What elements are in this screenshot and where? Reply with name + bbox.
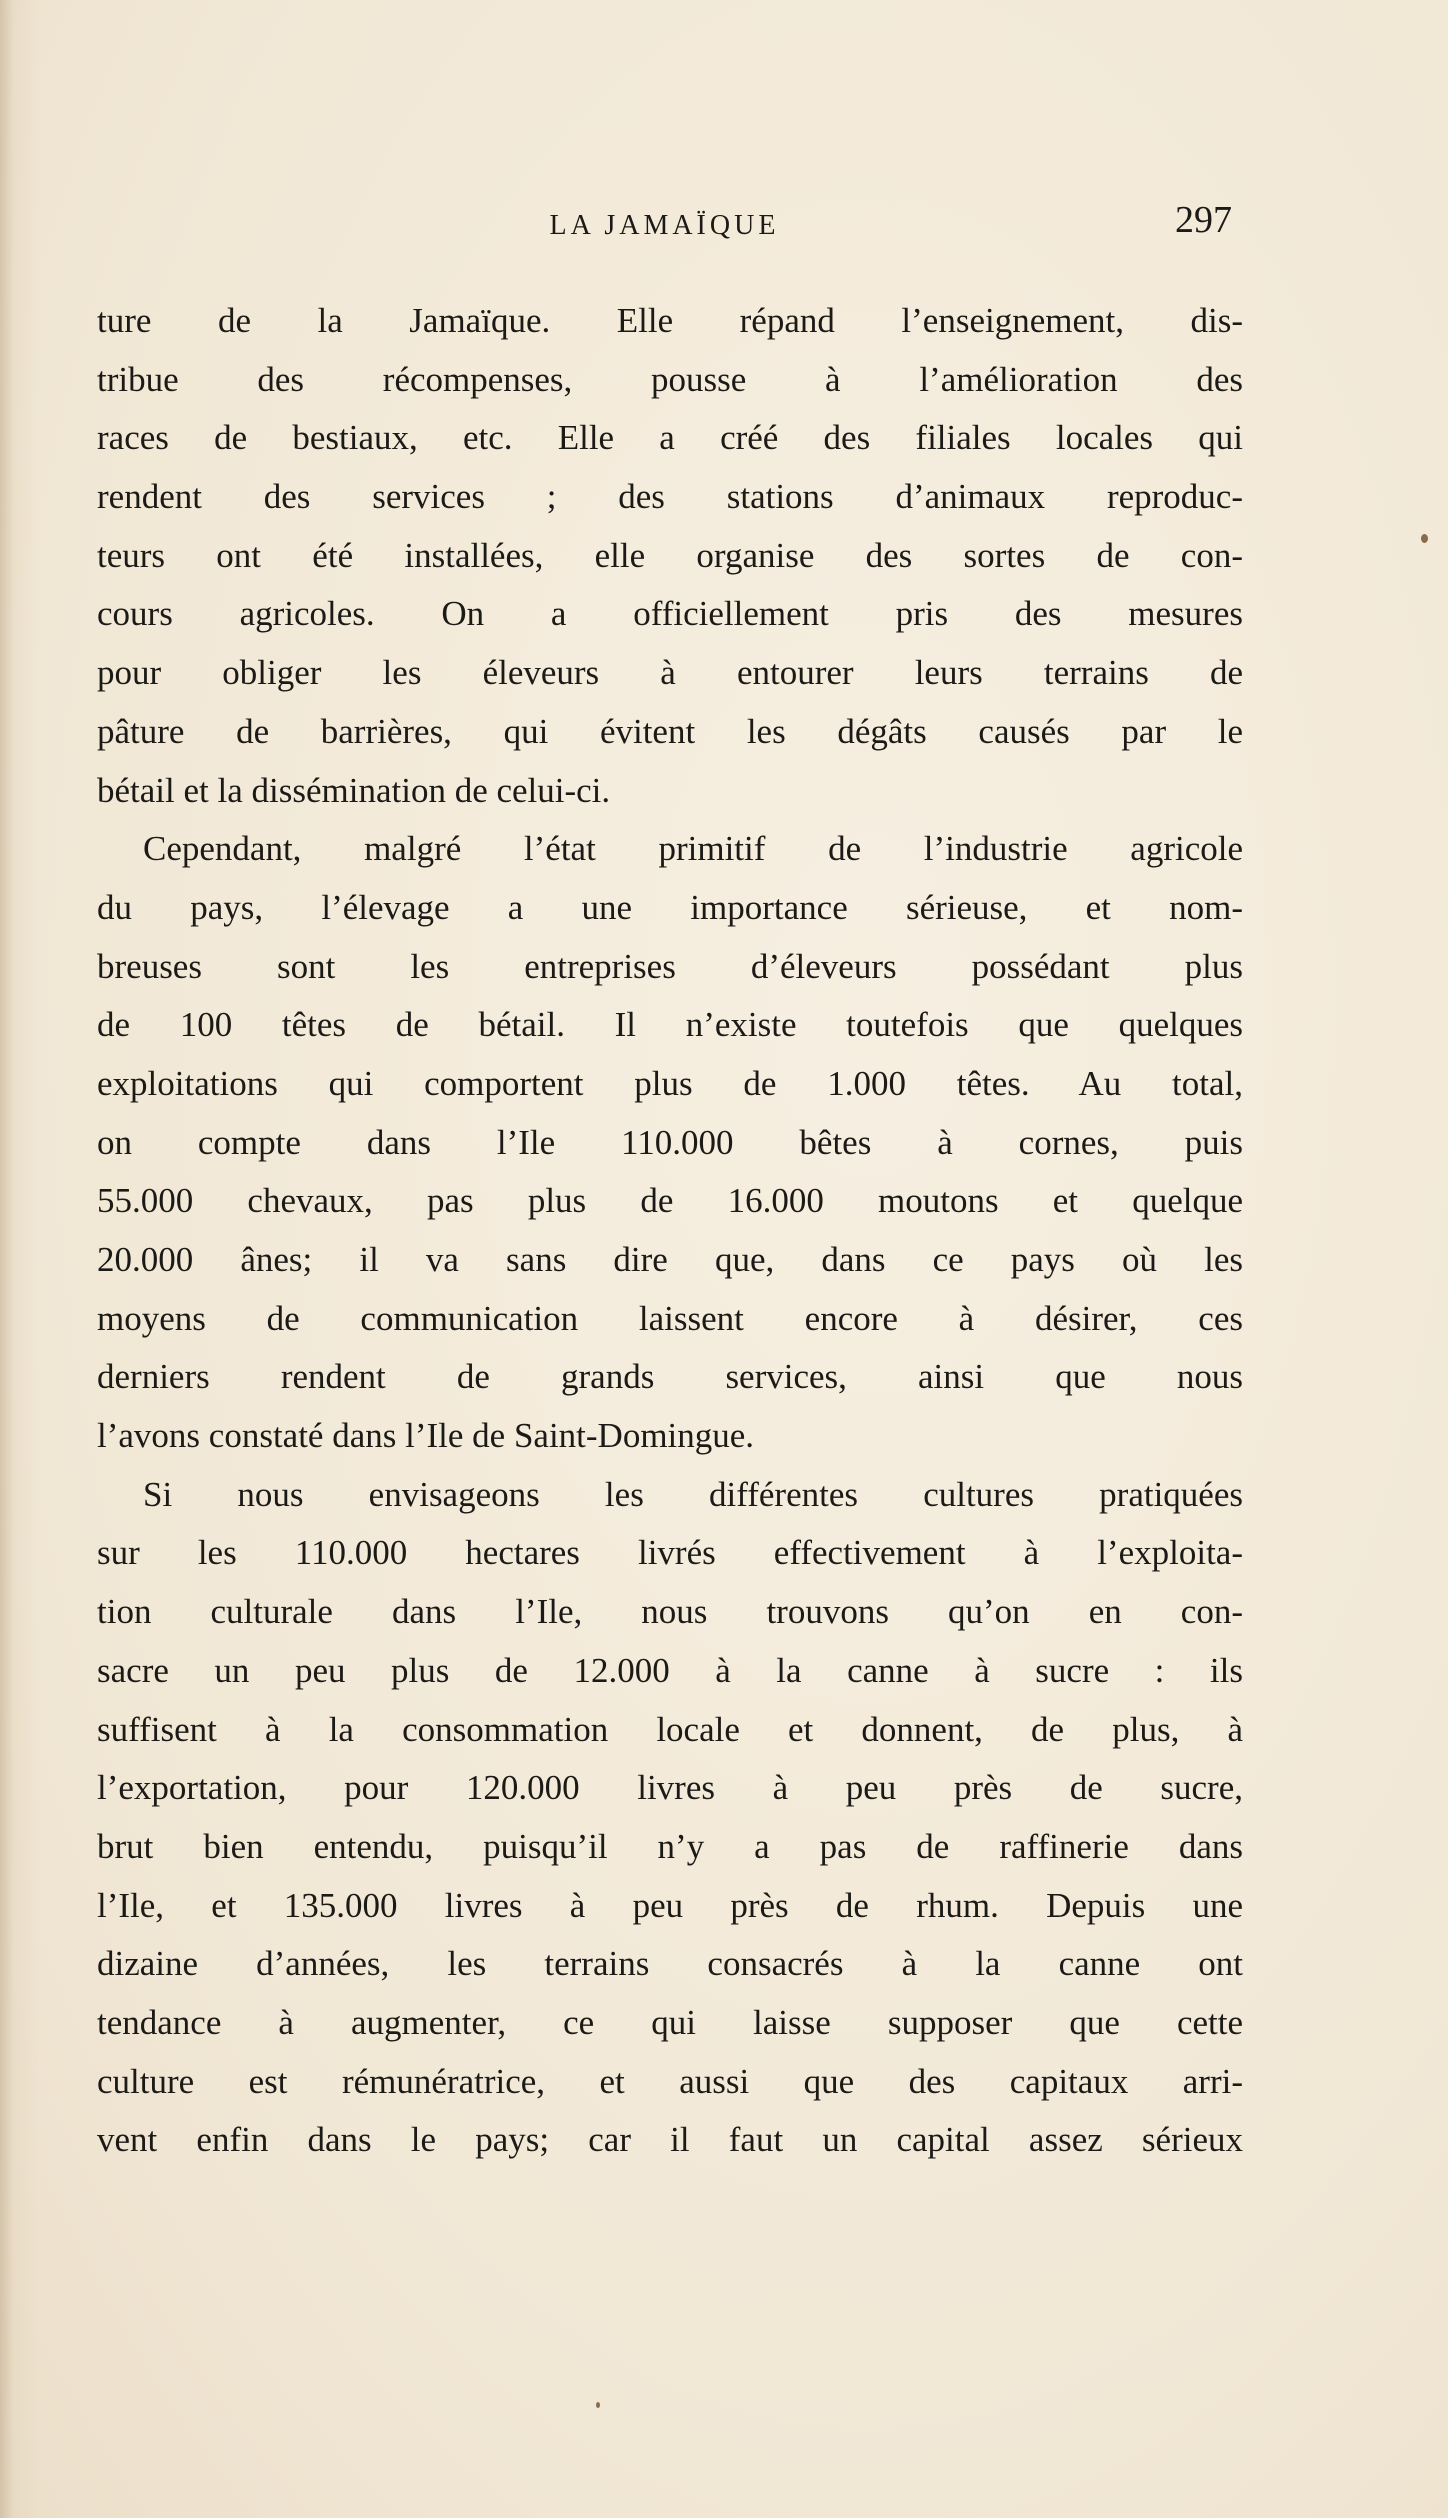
text-line: pour obliger les éleveurs à entourer leurs terrains de: [97, 653, 1243, 693]
text-line: moyens de communication laissent encore à désirer, ces: [97, 1298, 1243, 1338]
text-line: brut bien entendu, puisqu’il n’y a pas de raffinerie dans: [97, 1826, 1243, 1866]
text-line: l’avons constaté dans l’Ile de Saint-Domingue.: [97, 1416, 755, 1456]
text-line: bétail et la dissémination de celui-ci.: [97, 770, 611, 810]
text-line: rendent des services ; des stations d’animaux reproduc-: [97, 477, 1243, 517]
text-line: breuses sont les entreprises d’éleveurs possédant plus: [97, 946, 1243, 986]
page-header: [97, 190, 1232, 250]
text-line: exploitations qui comportent plus de 1.000 têtes. Au total,: [97, 1063, 1243, 1103]
text-line: tion culturale dans l’Ile, nous trouvons qu’on en con-: [97, 1592, 1243, 1632]
text-line: races de bestiaux, etc. Elle a créé des filiales locales qui: [97, 418, 1243, 458]
text-line: culture est rémunératrice, et aussi que des capitaux arri-: [97, 2061, 1243, 2101]
text-line: suffisent à la consommation locale et donnent, de plus, à: [97, 1709, 1243, 1749]
text-line: dizaine d’années, les terrains consacrés à la canne ont: [97, 1944, 1243, 1984]
text-line: tribue des récompenses, pousse à l’amélioration des: [97, 359, 1243, 399]
text-line: tendance à augmenter, ce qui laisse supposer que cette: [97, 2002, 1243, 2042]
text-line: l’exportation, pour 120.000 livres à peu près de sucre,: [97, 1768, 1243, 1808]
text-line: sur les 110.000 hectares livrés effectivement à l’exploita-: [97, 1533, 1243, 1573]
text-line: pâture de barrières, qui évitent les dégâts causés par le: [97, 711, 1243, 751]
text-line: cours agricoles. On a officiellement pris des mesures: [97, 594, 1243, 634]
running-title: LA JAMAÏQUE: [549, 210, 780, 241]
text-line: 20.000 ânes; il va sans dire que, dans ce pays où les: [97, 1240, 1243, 1279]
body-text: [97, 292, 1243, 2170]
text-line: derniers rendent de grands services, ainsi que nous: [97, 1357, 1243, 1397]
text-line: l’Ile, et 135.000 livres à peu près de rhum. Depuis une: [97, 1885, 1243, 1925]
paper-speck: [1421, 534, 1428, 543]
text-line: teurs ont été installées, elle organise des sortes de con-: [97, 535, 1243, 575]
paragraph-start-line: Cependant, malgré l’état primitif de l’industrie agricole: [143, 829, 1243, 869]
text-line: vent enfin dans le pays; car il faut un capital assez sérieux: [97, 2120, 1243, 2160]
paragraph-start-line: Si nous envisageons les différentes cultures pratiquées: [143, 1474, 1243, 1514]
text-line: sacre un peu plus de 12.000 à la canne à sucre : ils: [97, 1650, 1243, 1690]
paper-speck: [596, 2402, 600, 2408]
text-line: ture de la Jamaïque. Elle répand l’enseignement, dis-: [97, 301, 1243, 340]
page-number: 297: [1175, 199, 1232, 241]
text-line: on compte dans l’Ile 110.000 bêtes à cornes, puis: [97, 1122, 1243, 1162]
text-line: de 100 têtes de bétail. Il n’existe toutefois que quelques: [97, 1005, 1243, 1045]
text-line: 55.000 chevaux, pas plus de 16.000 moutons et quelque: [97, 1181, 1243, 1221]
text-line: du pays, l’élevage a une importance sérieuse, et nom-: [97, 887, 1243, 927]
